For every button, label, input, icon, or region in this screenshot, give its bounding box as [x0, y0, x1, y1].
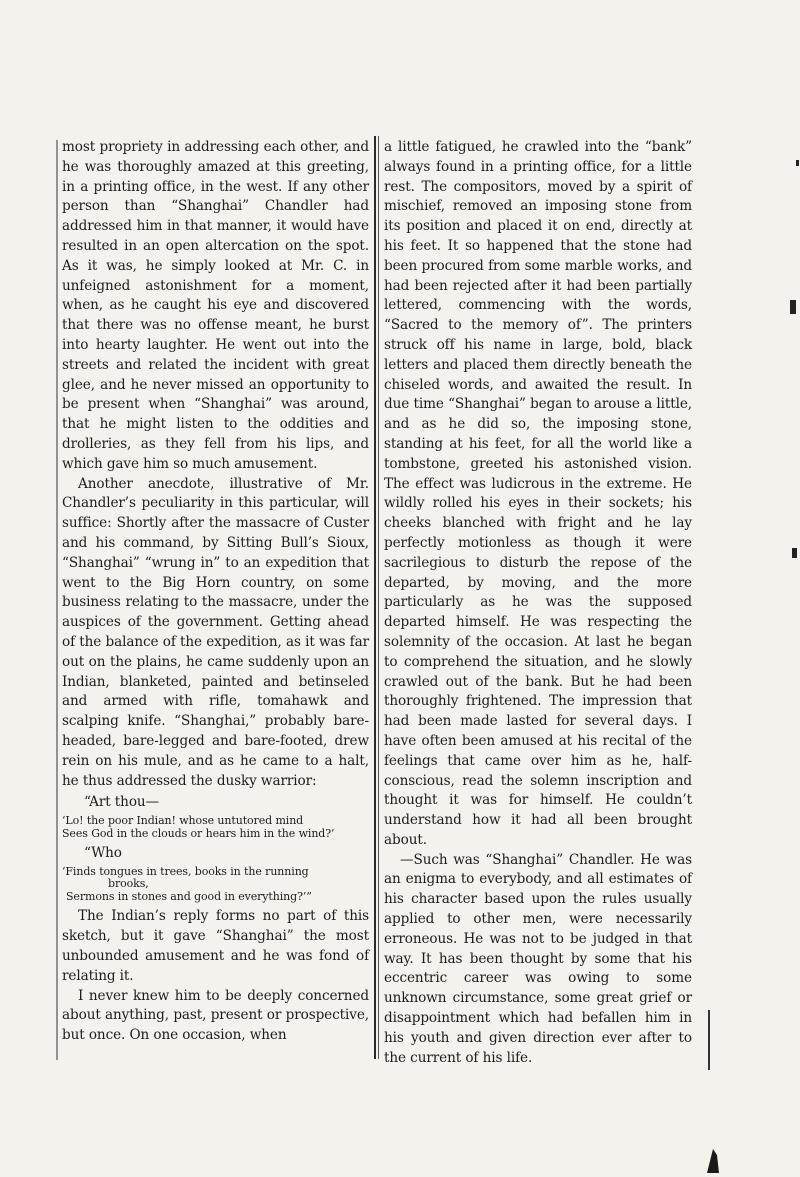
right-paragraph-2: —Such was “Shanghai” Chandler. He was an enigma to everybody, and all estimates of his character based upon the rules usually applied to other men, were necessarily erroneous. He was not to be judged in that way. It has been thought by some that his eccentric career was owing to some unknown circumstance, some great grief or disappointment which had befallen him in his youth and given direction ever after to the current of his life. [384, 851, 692, 1066]
poem-line: Sees God in the clouds or hears him in the wind?’ [62, 826, 335, 840]
poem-lo-the-poor-indian [62, 815, 369, 840]
left-paragraph-3: The Indian’s reply forms no part of this sketch, but it gave “Shanghai” the most unbounded amusement and he was fond of relating it. [62, 908, 369, 984]
poem-line: brooks, [108, 877, 149, 891]
column-rule-inner [378, 136, 379, 1059]
scan-speck [796, 160, 799, 166]
right-paragraph-1: a little fatigued, he crawled into the “bank” always found in a printing office, for a little rest. The compositors, moved by a spirit of mischief, removed an imposing stone from its position and placed it on end, directly at his feet. It so happened that the stone had been procured from some marble works, and had been rejected after it had been partially lettered, commencing with the words, “Sacred to the memory of”. The printers struck off his name in large, bold, black letters and placed them directly beneath the chiseled words, and awaited the result. In due time “Shanghai” began to arouse a little, and as he did so, the imposing stone, standing at his feet, for all the world like a tombstone, greeted his astonished vision. The effect was ludicrous in the extreme. He wildly rolled his eyes in their sockets; his cheeks blanched with fright and he lay perfectly motionless as though it were sacrilegious to disturb the repose of the departed, by moving, and the more particularly as he was the supposed departed himself. He was respecting the solemnity of the occasion. At last he began to comprehend the situation, and he slowly crawled out of the bank. But he had been thoroughly frightened. The impression that had been made lasted for several days. I have often been amused at his recital of the feelings that came over him as he, half-conscious, read the solemn inscription and thought it was for himself. He couldn’t understand how it had all been brought about. [384, 139, 692, 848]
left-paragraph-2: Another anecdote, illustrative of Mr. Chandler’s peculiarity in this particular, will suffice: Shortly after the massacre of Custer and his command, by Sitting Bull’s Sioux, “Shanghai” “wrung in” to an expedition that went to the Big Horn country, on some business relating to the massacre, under the auspices of the government. Getting ahead of the balance of the expedition, as it was far out on the plains, he came suddenly upon an Indian, blanketed, painted and betinseled and armed with rifle, tomahawk and scalping knife. “Shanghai,” probably bare-headed, bare-legged and bare-footed, drew rein on his mule, and as he came to a halt, he thus addressed the dusky warrior: [62, 475, 369, 789]
scan-speck [792, 548, 797, 558]
left-paragraph-4: I never knew him to be deeply concerned about anything, past, present or prospective, but once. On one occasion, when [62, 987, 369, 1044]
poem-line: ‘Lo! the poor Indian! whose untutored mind [62, 814, 304, 828]
poem-tongues-in-trees [62, 866, 369, 904]
left-margin-shadow [56, 140, 58, 1060]
left-column [62, 138, 369, 1046]
left-paragraph-1: most propriety in addressing each other, and he was thoroughly amazed at this greeting, in a printing office, in the west. If any other person than “Shanghai” Chandler had addressed him in that manner, it would have resulted in an open altercation on the spot. As it was, he simply looked at Mr. C. in unfeigned astonishment for a moment, when, as he caught his eye and discovered that there was no offense meant, he burst into hearty laughter. He went out into the streets and related the incident with great glee, and he never missed an opportunity to be present when “Shanghai” was around, that he might listen to the oddities and drolleries, as they fell from his lips, and which gave him so much amusement. [62, 139, 369, 472]
scan-speck [790, 300, 796, 314]
quote-who: “Who [84, 845, 122, 862]
right-column [384, 138, 692, 1068]
quote-art-thou: “Art thou— [84, 794, 160, 811]
right-margin-mark [708, 1010, 710, 1070]
poem-line: ‘Finds tongues in trees, books in the running [62, 864, 309, 878]
poem-line: Sermons in stones and good in everything?’” [66, 889, 312, 903]
corner-ink-mark [705, 1145, 725, 1175]
column-rule [374, 136, 376, 1059]
